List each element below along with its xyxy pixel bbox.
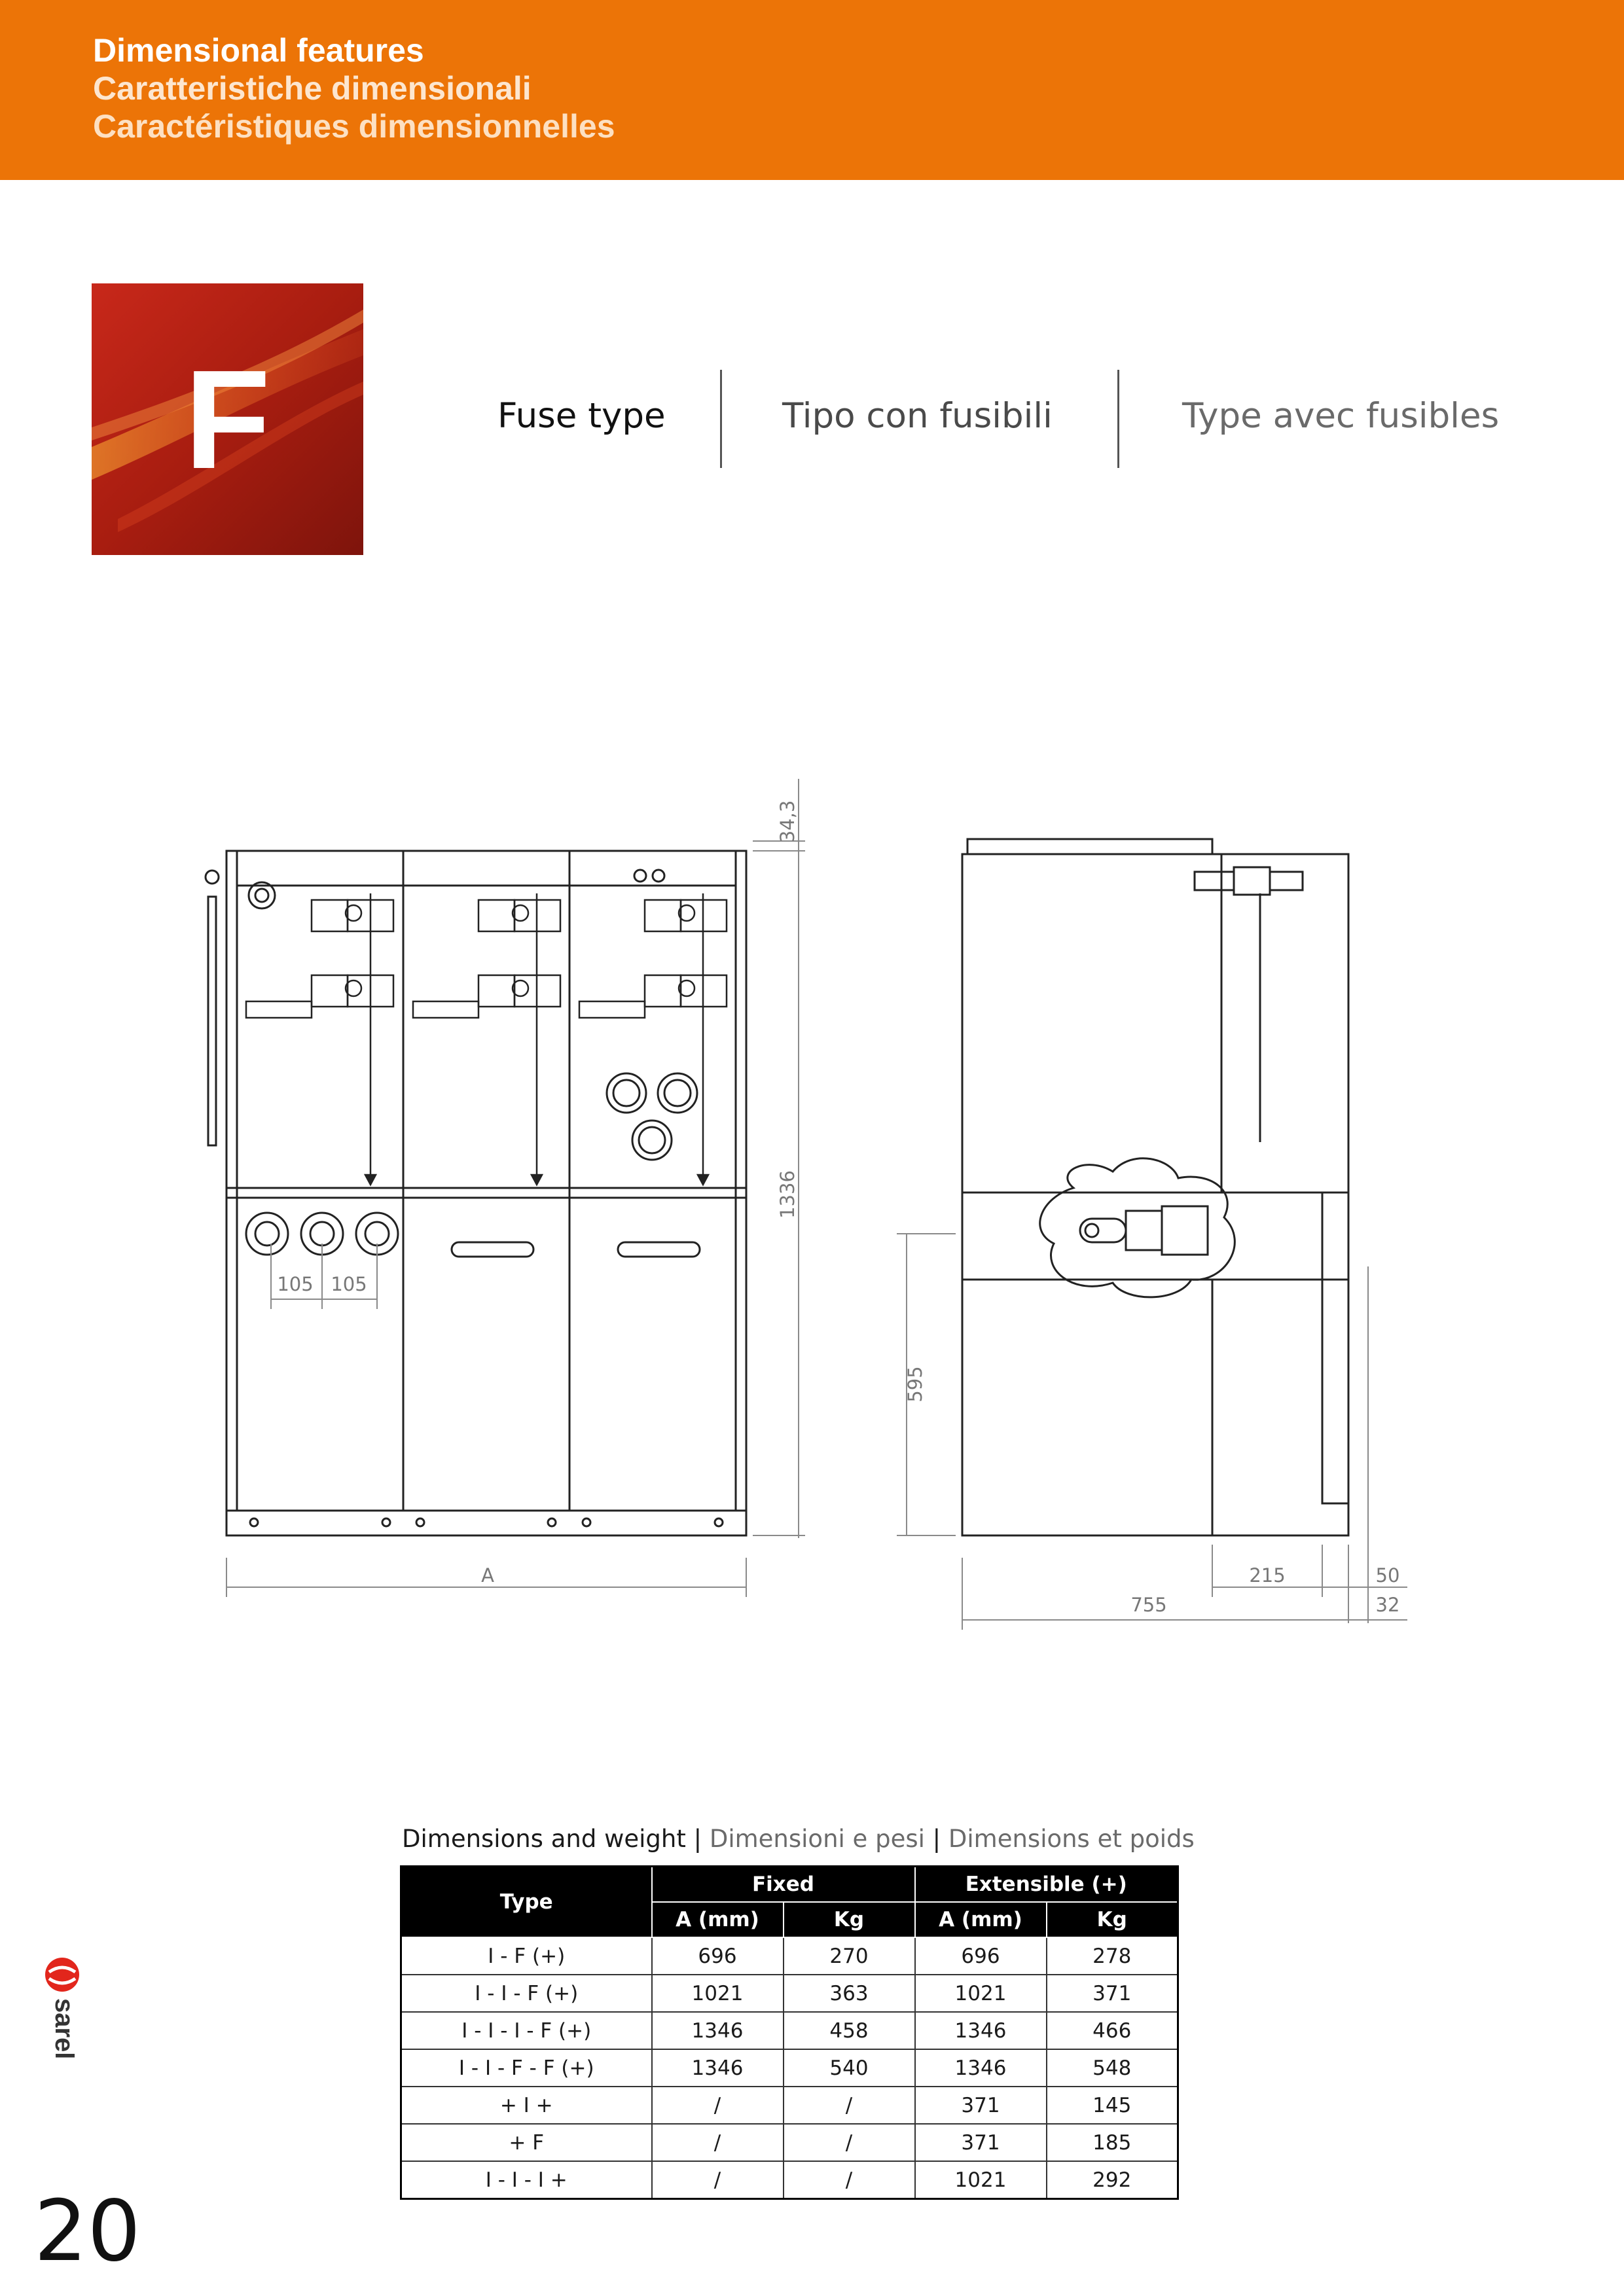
cell-fixed-kg: 270	[784, 1937, 915, 1975]
dim-spacing-1: 105	[277, 1273, 314, 1295]
dim-32-label: 32	[1375, 1594, 1400, 1616]
cell-type: I - I - F - F (+)	[401, 2049, 652, 2087]
cell-fixed-a: 1346	[652, 2012, 784, 2049]
cell-type: I - I - I +	[401, 2161, 652, 2199]
dim-top-label: 34,3	[776, 800, 799, 843]
header-title-it: Caratteristiche dimensionali	[93, 70, 532, 107]
table-caption	[402, 1825, 1195, 1853]
dim-215-label: 215	[1249, 1564, 1286, 1587]
cell-ext-a: 371	[915, 2124, 1047, 2161]
cell-ext-kg: 185	[1047, 2124, 1178, 2161]
dim-595-label: 595	[904, 1366, 926, 1403]
cell-type: I - I - I - F (+)	[401, 2012, 652, 2049]
cell-fixed-a: /	[652, 2124, 784, 2161]
technical-drawing	[0, 753, 1624, 1649]
caption-sep: |	[932, 1825, 941, 1853]
side-view	[962, 839, 1348, 1535]
caption-sep: |	[693, 1825, 702, 1853]
cell-ext-a: 1021	[915, 1975, 1047, 2012]
cell-ext-a: 696	[915, 1937, 1047, 1975]
dim-755-label: 755	[1130, 1594, 1167, 1616]
table-row	[401, 1937, 1178, 1975]
table-row	[401, 1975, 1178, 2012]
cell-ext-a: 371	[915, 2087, 1047, 2124]
cell-ext-kg: 548	[1047, 2049, 1178, 2087]
type-label-en: Fuse type	[497, 396, 666, 436]
cell-type: I - I - F (+)	[401, 1975, 652, 2012]
cell-fixed-kg: 540	[784, 2049, 915, 2087]
col-header-kg: Kg	[784, 1902, 915, 1937]
cell-fixed-a: 696	[652, 1937, 784, 1975]
table-row	[401, 2012, 1178, 2049]
table-row	[401, 2161, 1178, 2199]
dim-50-label: 50	[1375, 1564, 1400, 1587]
cell-fixed-kg: 458	[784, 2012, 915, 2049]
col-header-extensible: Extensible (+)	[915, 1867, 1178, 1903]
dimensions-table	[400, 1865, 1179, 2200]
cell-ext-a: 1346	[915, 2049, 1047, 2087]
dim-width-label: A	[481, 1564, 494, 1587]
cell-ext-a: 1346	[915, 2012, 1047, 2049]
cell-ext-kg: 292	[1047, 2161, 1178, 2199]
dim-spacing-2: 105	[331, 1273, 367, 1295]
caption-it: Dimensioni e pesi	[709, 1825, 925, 1853]
page-number: 20	[34, 2183, 141, 2280]
separator	[720, 370, 722, 468]
cell-fixed-kg: /	[784, 2087, 915, 2124]
cell-type: + F	[401, 2124, 652, 2161]
col-header-a-mm: A (mm)	[652, 1902, 784, 1937]
page-header	[0, 0, 1624, 180]
col-header-fixed: Fixed	[652, 1867, 915, 1903]
cell-type: I - F (+)	[401, 1937, 652, 1975]
col-header-kg: Kg	[1047, 1902, 1178, 1937]
front-view	[206, 851, 746, 1535]
cell-ext-kg: 145	[1047, 2087, 1178, 2124]
table-row	[401, 2124, 1178, 2161]
cell-fixed-kg: /	[784, 2161, 915, 2199]
table-row	[401, 2049, 1178, 2087]
col-header-a-mm: A (mm)	[915, 1902, 1047, 1937]
separator	[1117, 370, 1119, 468]
cell-ext-kg: 371	[1047, 1975, 1178, 2012]
fuse-type-badge	[92, 283, 363, 555]
cell-fixed-a: 1346	[652, 2049, 784, 2087]
cell-type: + I +	[401, 2087, 652, 2124]
header-title-fr: Caractéristiques dimensionnelles	[93, 108, 615, 145]
caption-fr: Dimensions et poids	[948, 1825, 1195, 1853]
sarel-logo	[33, 1954, 92, 2058]
cell-fixed-kg: /	[784, 2124, 915, 2161]
cell-fixed-a: /	[652, 2161, 784, 2199]
table-row	[401, 2087, 1178, 2124]
badge-letter: F	[184, 340, 271, 498]
cell-ext-kg: 466	[1047, 2012, 1178, 2049]
brand-name: sarel	[50, 1998, 79, 2058]
cell-fixed-a: 1021	[652, 1975, 784, 2012]
col-header-type: Type	[401, 1867, 652, 1938]
cell-fixed-kg: 363	[784, 1975, 915, 2012]
header-title-en: Dimensional features	[93, 32, 424, 69]
cell-ext-kg: 278	[1047, 1937, 1178, 1975]
type-label-fr: Type avec fusibles	[1182, 396, 1500, 436]
type-label-it: Tipo con fusibili	[782, 396, 1053, 436]
dim-height-label: 1336	[776, 1170, 799, 1219]
cell-fixed-a: /	[652, 2087, 784, 2124]
caption-en: Dimensions and weight	[402, 1825, 686, 1853]
cell-ext-a: 1021	[915, 2161, 1047, 2199]
